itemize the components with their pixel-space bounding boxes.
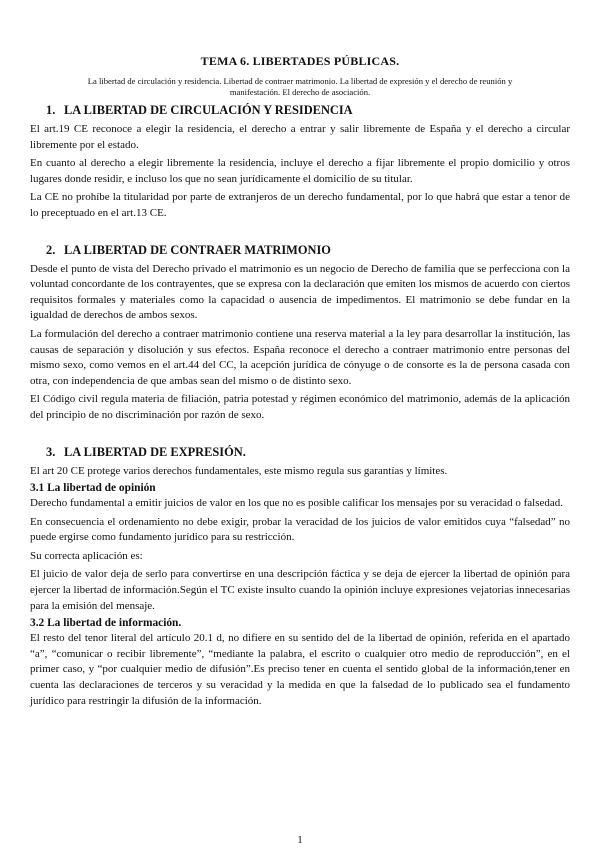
page-number: 1 — [297, 834, 303, 846]
section-heading — [30, 103, 570, 118]
paragraph: El resto del tenor literal del artículo 20.1 d, no difiere en su sentido del de la libertad de opinión, referida en el apartado “a”, “comunicar o recibir libremente”, “mediante la palabra, el escrito o cualquier otro medio de reproducción”, en el primer caso, y “por cualquier medio de difusión”.Es preciso tener en cuenta el sentido global de la información,tener en cuenta las declaraciones de terceros y su veracidad y la medida en que la falsedad de lo publicado sea el fundamento jurídico para restringir la difusión de la información. — [30, 632, 570, 707]
section-number: 1. — [46, 103, 56, 117]
section-matrimonio — [30, 243, 570, 424]
paragraph: Desde el punto de vista del Derecho privado el matrimonio es un negocio de Derecho de familia que se perfecciona con la voluntad concordante de los contrayentes, que se expresa con la declaración que emiten los mismos de acuerdo con ciertos requisitos formales y materiales como la capacidad o ausencia de impedimentos. El matrimonio se debe fundar en la igualdad de derechos de ambos sexos. — [30, 262, 570, 322]
paragraph: En cuanto al derecho a elegir libremente la residencia, incluye el derecho a fijar libremente el propio domicilio y otros lugares donde residir, e incluso los que no sean jurídicamente el domicilio de su titular. — [30, 157, 570, 185]
subsection-heading: 3.1 La libertad de opinión — [30, 482, 156, 495]
paragraph: Su correcta aplicación es: — [30, 549, 143, 562]
subsection-heading: 3.2 La libertad de información. — [30, 617, 182, 630]
section-title: LA LIBERTAD DE CONTRAER MATRIMONIO — [64, 242, 331, 257]
paragraph: La CE no prohíbe la titularidad por parte de extranjeros de un derecho fundamental, por lo que habrá que estar a tenor de lo preceptuado en el art.13 CE. — [30, 191, 570, 219]
section-number: 3. — [46, 444, 56, 459]
section-heading — [30, 243, 570, 258]
paragraph: El Código civil regula materia de filiación, patria potestad y régimen económico del matrimonio, además de la aplicación del principio de no discriminación por razón de sexo. — [30, 393, 570, 421]
paragraph: En consecuencia el ordenamiento no debe exigir, probar la veracidad de los juicios de valor emitidos cuya “falsedad” no puede ergirse como fundamento jurídico para su restricción. — [30, 515, 570, 544]
section-title: LA LIBERTAD DE CIRCULACIÓN Y RESIDENCIA — [64, 103, 353, 117]
document-title: TEMA 6. LIBERTADES PÚBLICAS. — [200, 54, 400, 68]
section-title: LA LIBERTAD DE EXPRESIÓN. — [64, 444, 246, 459]
section-number: 2. — [46, 242, 56, 257]
section-spacer — [30, 225, 570, 243]
section-expresion — [30, 445, 570, 710]
section-heading — [30, 445, 570, 460]
paragraph: El art.19 CE reconoce a elegir la residencia, el derecho a entrar y salir libremente de España y el derecho a circular libremente por el estado. — [30, 123, 570, 151]
paragraph: Derecho fundamental a emitir juicios de valor en los que no es posible calificar los mensajes por su veracidad o falsedad. — [30, 497, 564, 510]
paragraph: La formulación del derecho a contraer matrimonio contiene una reserva material a la ley para desarrollar la institución, las causas de separación y disolución y sus efectos. España reconoce el derecho a contraer matrimonio entre personas del mismo sexo, como vemos en el art.44 del CC, la acepción jurídica de cónyuge o de consorte es la de persona casada con otra, con independencia de que ambas sean del mismo o de distinto sexo. — [30, 327, 570, 387]
paragraph: El art 20 CE protege varios derechos fundamentales, este mismo regula sus garantías y límites. — [30, 464, 448, 477]
section-spacer — [30, 427, 570, 445]
section-circulacion — [30, 103, 570, 222]
paragraph: El juicio de valor deja de serlo para convertirse en una descripción fáctica y se deja de ejercer la libertad de opinión para ejercer la libertad de información.Según el TC existe insulto cuando la opinión incluye expresiones vejatorias innecesarias para la emisión del mensaje. — [30, 568, 570, 612]
document-subtitle: La libertad de circulación y residencia. Libertad de contraer matrimonio. La libertad de expresión y el derecho de reunión y manifestación. El derecho de asociación. — [87, 76, 513, 97]
